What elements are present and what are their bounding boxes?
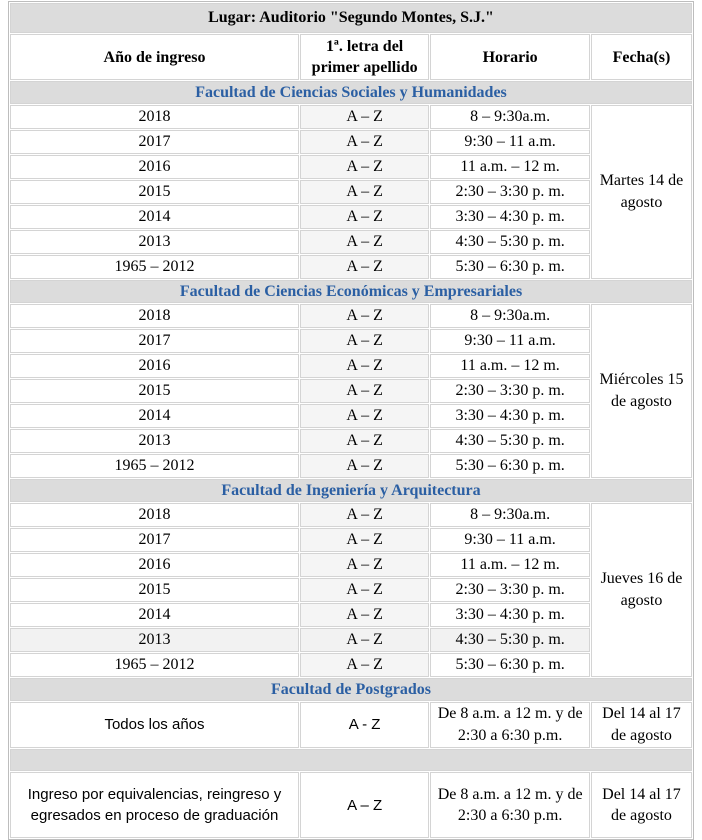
letter-cell: A – Z — [300, 155, 429, 179]
year-cell: 2018 — [10, 503, 299, 527]
time-cell: 2:30 – 3:30 p. m. — [430, 180, 590, 204]
table-row — [10, 155, 692, 179]
year-cell: Todos los años — [10, 702, 299, 748]
year-cell: Ingreso por equivalencias, reingreso y egresados en proceso de graduación — [10, 772, 299, 838]
table-row — [10, 105, 692, 129]
letter-cell: A – Z — [300, 454, 429, 478]
spacer-row — [10, 749, 692, 771]
faculty-heading: Facultad de Ciencias Sociales y Humanidades — [10, 81, 692, 104]
time-cell: 9:30 – 11 a.m. — [430, 528, 590, 552]
time-cell: 8 – 9:30a.m. — [430, 304, 590, 328]
letter-cell: A – Z — [300, 429, 429, 453]
year-cell: 2015 — [10, 578, 299, 602]
header-year: Año de ingreso — [10, 34, 299, 80]
letter-cell: A – Z — [300, 205, 429, 229]
time-cell: 11 a.m. – 12 m. — [430, 155, 590, 179]
year-cell: 2016 — [10, 553, 299, 577]
letter-cell: A – Z — [300, 553, 429, 577]
letter-cell: A – Z — [300, 578, 429, 602]
table-row — [10, 503, 692, 527]
year-cell: 2016 — [10, 155, 299, 179]
table-row — [10, 429, 692, 453]
letter-cell: A – Z — [300, 130, 429, 154]
faculty-heading: Facultad de Ingeniería y Arquitectura — [10, 479, 692, 502]
letter-cell: A – Z — [300, 180, 429, 204]
year-cell: 2017 — [10, 329, 299, 353]
time-cell: De 8 a.m. a 12 m. y de 2:30 a 6:30 p.m. — [430, 702, 590, 748]
table-row — [10, 454, 692, 478]
letter-cell: A – Z — [300, 255, 429, 279]
time-cell: 8 – 9:30a.m. — [430, 105, 590, 129]
time-cell: 4:30 – 5:30 p. m. — [430, 230, 590, 254]
letter-cell: A – Z — [300, 379, 429, 403]
date-cell: Del 14 al 17 de agosto — [591, 702, 692, 748]
table-row — [10, 354, 692, 378]
table-row — [10, 603, 692, 627]
letter-cell: A – Z — [300, 329, 429, 353]
faculty-heading: Facultad de Ciencias Económicas y Empresariales — [10, 280, 692, 303]
table-row — [10, 255, 692, 279]
time-cell: 5:30 – 6:30 p. m. — [430, 255, 590, 279]
time-cell: 11 a.m. – 12 m. — [430, 553, 590, 577]
letter-cell: A – Z — [300, 105, 429, 129]
time-cell: 3:30 – 4:30 p. m. — [430, 603, 590, 627]
table-row — [10, 628, 692, 652]
header-time: Horario — [430, 34, 590, 80]
letter-cell: A – Z — [300, 772, 429, 838]
header-letter: 1ª. letra del primer apellido — [300, 34, 429, 80]
table-row — [10, 180, 692, 204]
letter-cell: A – Z — [300, 628, 429, 652]
year-cell: 2017 — [10, 528, 299, 552]
year-cell: 2014 — [10, 404, 299, 428]
time-cell: 11 a.m. – 12 m. — [430, 354, 590, 378]
table-row — [10, 553, 692, 577]
time-cell: 3:30 – 4:30 p. m. — [430, 205, 590, 229]
time-cell: 9:30 – 11 a.m. — [430, 329, 590, 353]
table-row — [10, 702, 692, 748]
table-row — [10, 653, 692, 677]
time-cell: De 8 a.m. a 12 m. y de 2:30 a 6:30 p.m. — [430, 772, 590, 838]
year-cell: 1965 – 2012 — [10, 255, 299, 279]
letter-cell: A – Z — [300, 603, 429, 627]
year-cell: 2013 — [10, 230, 299, 254]
date-cell: Jueves 16 de agosto — [591, 503, 692, 677]
letter-cell: A – Z — [300, 354, 429, 378]
time-cell: 2:30 – 3:30 p. m. — [430, 578, 590, 602]
year-cell: 2015 — [10, 379, 299, 403]
letter-cell: A – Z — [300, 404, 429, 428]
table-row — [10, 329, 692, 353]
letter-cell: A – Z — [300, 528, 429, 552]
time-cell: 9:30 – 11 a.m. — [430, 130, 590, 154]
letter-cell: A - Z — [300, 702, 429, 748]
year-cell: 2013 — [10, 429, 299, 453]
table-row — [10, 230, 692, 254]
schedule-table — [8, 1, 694, 840]
year-cell: 1965 – 2012 — [10, 653, 299, 677]
letter-cell: A – Z — [300, 653, 429, 677]
year-cell: 1965 – 2012 — [10, 454, 299, 478]
table-row — [10, 578, 692, 602]
date-cell: Del 14 al 17 de agosto — [591, 772, 692, 838]
date-cell: Martes 14 de agosto — [591, 105, 692, 279]
time-cell: 5:30 – 6:30 p. m. — [430, 653, 590, 677]
table-row — [10, 404, 692, 428]
year-cell: 2016 — [10, 354, 299, 378]
location-title: Lugar: Auditorio "Segundo Montes, S.J." — [10, 3, 692, 33]
year-cell: 2014 — [10, 205, 299, 229]
year-cell: 2018 — [10, 304, 299, 328]
year-cell: 2014 — [10, 603, 299, 627]
year-cell: 2017 — [10, 130, 299, 154]
header-date: Fecha(s) — [591, 34, 692, 80]
table-row — [10, 205, 692, 229]
table-row — [10, 379, 692, 403]
time-cell: 4:30 – 5:30 p. m. — [430, 429, 590, 453]
time-cell: 4:30 – 5:30 p. m. — [430, 628, 590, 652]
time-cell: 3:30 – 4:30 p. m. — [430, 404, 590, 428]
time-cell: 2:30 – 3:30 p. m. — [430, 379, 590, 403]
time-cell: 5:30 – 6:30 p. m. — [430, 454, 590, 478]
year-cell: 2018 — [10, 105, 299, 129]
faculty-heading: Facultad de Postgrados — [10, 678, 692, 701]
letter-cell: A – Z — [300, 230, 429, 254]
year-cell: 2013 — [10, 628, 299, 652]
date-cell: Miércoles 15 de agosto — [591, 304, 692, 478]
letter-cell: A – Z — [300, 503, 429, 527]
time-cell: 8 – 9:30a.m. — [430, 503, 590, 527]
table-row — [10, 130, 692, 154]
year-cell: 2015 — [10, 180, 299, 204]
table-row — [10, 304, 692, 328]
table-row — [10, 528, 692, 552]
table-row — [10, 772, 692, 838]
letter-cell: A – Z — [300, 304, 429, 328]
